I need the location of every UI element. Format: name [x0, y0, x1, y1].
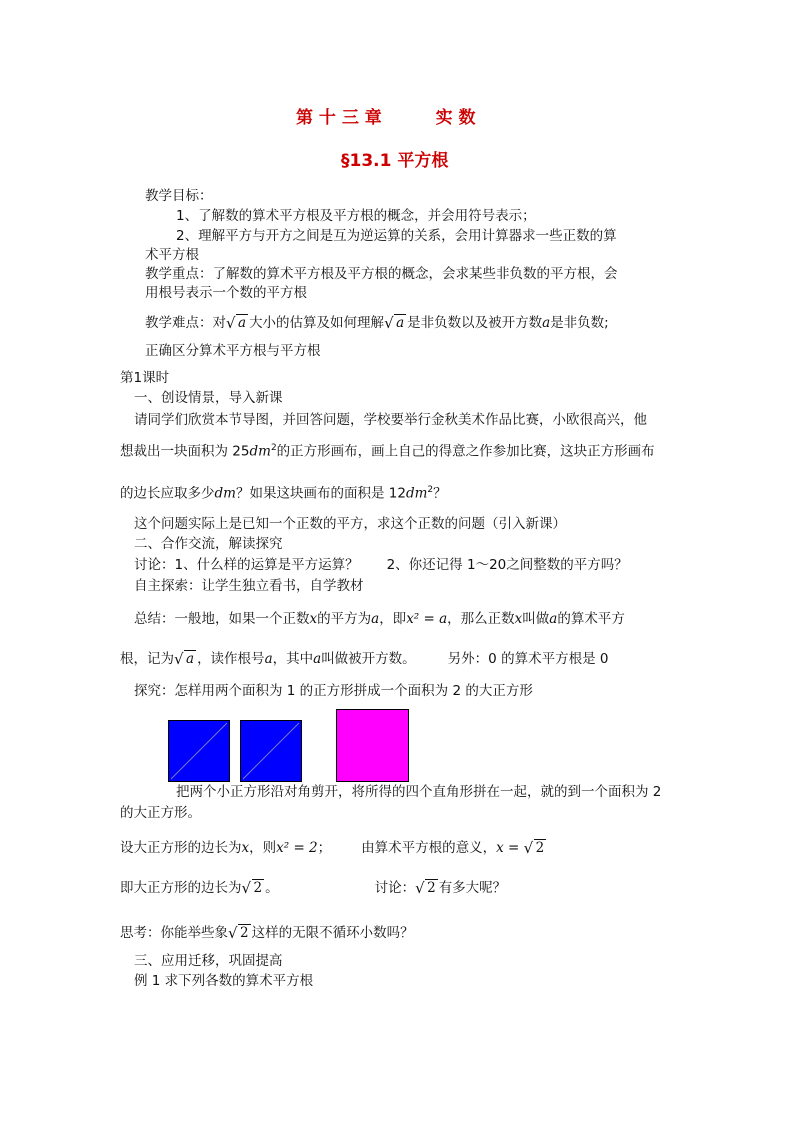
large-square: [336, 709, 409, 782]
intro-line-1: 请同学们欣赏本节导图，并回答问题，学校要举行金秋美术作品比赛，小欧很高兴，他: [134, 412, 647, 428]
equation-x-squared-2: x² = 2: [276, 840, 318, 856]
small-square-2: [240, 720, 302, 782]
key-points-line-2: 用根号表示一个数的平方根: [145, 285, 307, 301]
sqrt-2: √ 2: [416, 880, 438, 896]
self-explore: 自主探索：让学生独立看书，自学教材: [134, 578, 364, 594]
diagonal-line: [169, 721, 229, 781]
diagonal-line: [241, 721, 301, 781]
section-title: §13.1 平方根: [341, 151, 449, 171]
explore-question: 探究：怎样用两个面积为 1 的正方形拼成一个面积为 2 的大正方形: [134, 683, 533, 699]
chapter-number: 第 十 三 章: [296, 108, 382, 128]
problem-statement: 这个问题实际上是已知一个正数的平方，求这个正数的问题（引入新课）: [134, 516, 566, 532]
sqrt-2: √ 2: [525, 840, 547, 856]
cut-line-1: 把两个小正方形沿对角剪开，将所得的四个直角形拼在一起，就的到一个面积为 2: [176, 784, 662, 800]
goal-item-1: 1、了解数的算术平方根及平方根的概念，并会用符号表示；: [176, 208, 536, 224]
lesson-label: 第1课时: [120, 370, 170, 386]
discussion-line: 讨论：1、什么样的运算是平方运算？ 2、你还记得 1～20之间整数的平方吗？: [134, 557, 628, 573]
sqrt-a: √ a: [227, 315, 248, 331]
difficulty-line-1: 教学难点：对√ a 大小的估算及如何理解√ a 是非负数以及被开方数a是非负数;: [145, 315, 609, 331]
difficulty-line-2: 正确区分算术平方根与平方根: [145, 343, 321, 359]
section-2-title: 二、合作交流，解读探究: [134, 536, 283, 552]
side-length-line: 设大正方形的边长为x，则x² = 2； 由算术平方根的意义，x = √ 2: [120, 840, 547, 856]
section-3-title: 三、应用迁移，巩固提高: [134, 953, 283, 969]
sqrt-a: √ a: [385, 315, 406, 331]
goal-item-2-cont: 术平方根: [145, 247, 199, 263]
key-points-line-1: 教学重点：了解数的算术平方根及平方根的概念，会求某些非负数的平方根，会: [145, 266, 618, 282]
equation-x-squared-a: x² = a: [406, 611, 448, 627]
goals-label: 教学目标：: [145, 188, 213, 204]
side-result-line: 即大正方形的边长为√ 2 。 讨论：√ 2 有多大呢？: [120, 880, 506, 896]
think-line: 思考：你能举些象√ 2 这样的无限不循环小数吗？: [120, 925, 414, 941]
sqrt-2: √ 2: [229, 925, 251, 941]
example-1: 例 1 求下列各数的算术平方根: [134, 973, 314, 989]
chapter-name: 实 数: [435, 108, 476, 128]
intro-line-2: 想裁出一块面积为 $25dm^2$的正方形画布，画上自己的得意之作参加比赛，这块正方形画布: [120, 443, 655, 460]
summary-line-2: 根，记为√ a ，读作根号a，其中a叫做被开方数。 另外：0 的算术平方根是 0: [120, 651, 608, 667]
goal-item-2: 2、理解平方与开方之间是互为逆运算的关系，会用计算器求一些正数的算: [176, 228, 617, 244]
sqrt-a: √ a: [175, 651, 196, 667]
section-1-title: 一、创设情景，导入新课: [134, 390, 283, 406]
intro-line-3: 的边长应取多少dm？如果这块画布的面积是 $12dm^2$？: [120, 485, 447, 502]
small-square-1: [168, 720, 230, 782]
sqrt-2: √ 2: [243, 880, 265, 896]
cut-line-2: 的大正方形。: [120, 805, 201, 821]
chapter-title: [296, 108, 476, 128]
summary-line-1: 总结：一般地，如果一个正数x的平方为a，即x² = a，那么正数x叫做a的算术平方: [134, 611, 625, 627]
